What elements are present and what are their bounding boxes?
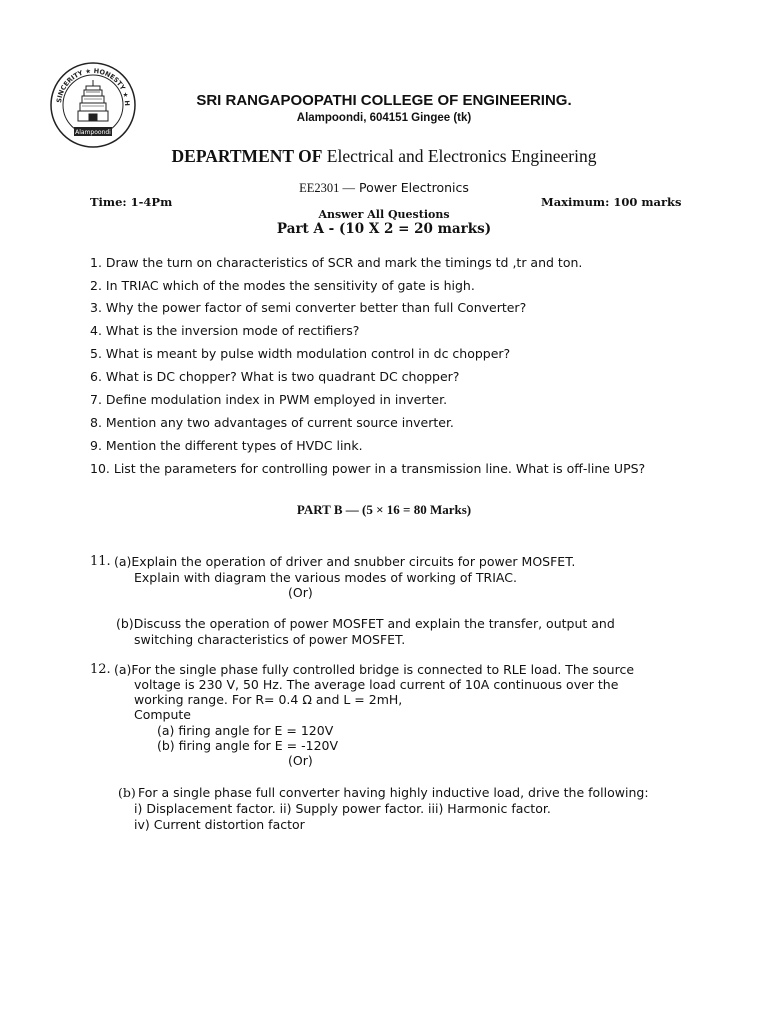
part-b-heading: PART B — (5 × 16 = 80 Marks) [296,502,472,517]
part-a-question: 5. What is meant by pulse width modulation control in dc chopper? [90,346,511,361]
q12-a-line: Compute [134,707,192,722]
department-name: Electrical and Electronics Engineering [326,146,597,166]
part-a-question: 9. Mention the different types of HVDC link. [90,438,363,453]
emblem-motto: SINCERITY ★ HONESTY ★ H [55,66,132,107]
or-separator: (Or) [288,753,313,768]
q12-b-line: i) Displacement factor. ii) Supply power factor. iii) Harmonic factor. [134,801,551,816]
q12-a-line: working range. For R= 0.4 Ω and L = 2mH, [134,692,403,707]
department-title [0,146,768,167]
part-a-question: 8. Mention any two advantages of current source inverter. [90,415,454,430]
or-separator: (Or) [288,585,313,600]
part-a-question: 7. Define modulation index in PWM employed in inverter. [90,392,448,407]
q12-b-label: (b) [118,785,136,800]
q11-b-line: switching characteristics of power MOSFET. [134,632,406,647]
part-a-question: 1. Draw the turn on characteristics of SCR and mark the timings td ,tr and ton. [90,255,583,270]
part-a-question: 3. Why the power factor of semi converter better than full Converter? [90,300,527,315]
subject-name: Power Electronics [358,180,469,195]
emblem-place: Alampoondi [75,129,111,136]
part-a-heading: Part A - (10 X 2 = 20 marks) [276,221,492,237]
part-a-question: 2. In TRIAC which of the modes the sensitivity of gate is high. [90,278,475,293]
question-number: 11. [90,554,111,569]
q12-sub-item: (b) firing angle for E = -120V [157,738,339,753]
department-prefix: DEPARTMENT OF [171,146,323,166]
q11-b-line: (b)Discuss the operation of power MOSFET and explain the transfer, output and [116,616,615,631]
exam-time: Time: 1-4Pm [90,195,173,209]
subject-line [0,180,768,196]
subject-code: EE2301 — [299,181,355,195]
q12-b-line: iv) Current distortion factor [134,817,305,832]
part-a-question: 10. List the parameters for controlling power in a transmission line. What is off-line UPS? [90,461,646,476]
instruction: Answer All Questions [318,208,450,221]
q12-sub-item: (a) firing angle for E = 120V [157,723,334,738]
question-number: 12. [90,662,111,677]
maximum-marks: Maximum: 100 marks [541,195,682,209]
part-a-question: 6. What is DC chopper? What is two quadrant DC chopper? [90,369,460,384]
q11-a-line: (a)Explain the operation of driver and snubber circuits for power MOSFET. [114,554,576,569]
college-name: SRI RANGAPOOPATHI COLLEGE OF ENGINEERING. [196,92,572,109]
college-address: Alampoondi, 604151 Gingee (tk) [296,112,472,124]
q11-a-line: Explain with diagram the various modes of working of TRIAC. [134,570,517,585]
q12-b-line: For a single phase full converter having highly inductive load, drive the following: [138,785,649,800]
part-a-question: 4. What is the inversion mode of rectifiers? [90,323,360,338]
q12-a-line: voltage is 230 V, 50 Hz. The average load current of 10A continuous over the [134,677,619,692]
q12-a-line: (a)For the single phase fully controlled bridge is connected to RLE load. The source [114,662,635,677]
